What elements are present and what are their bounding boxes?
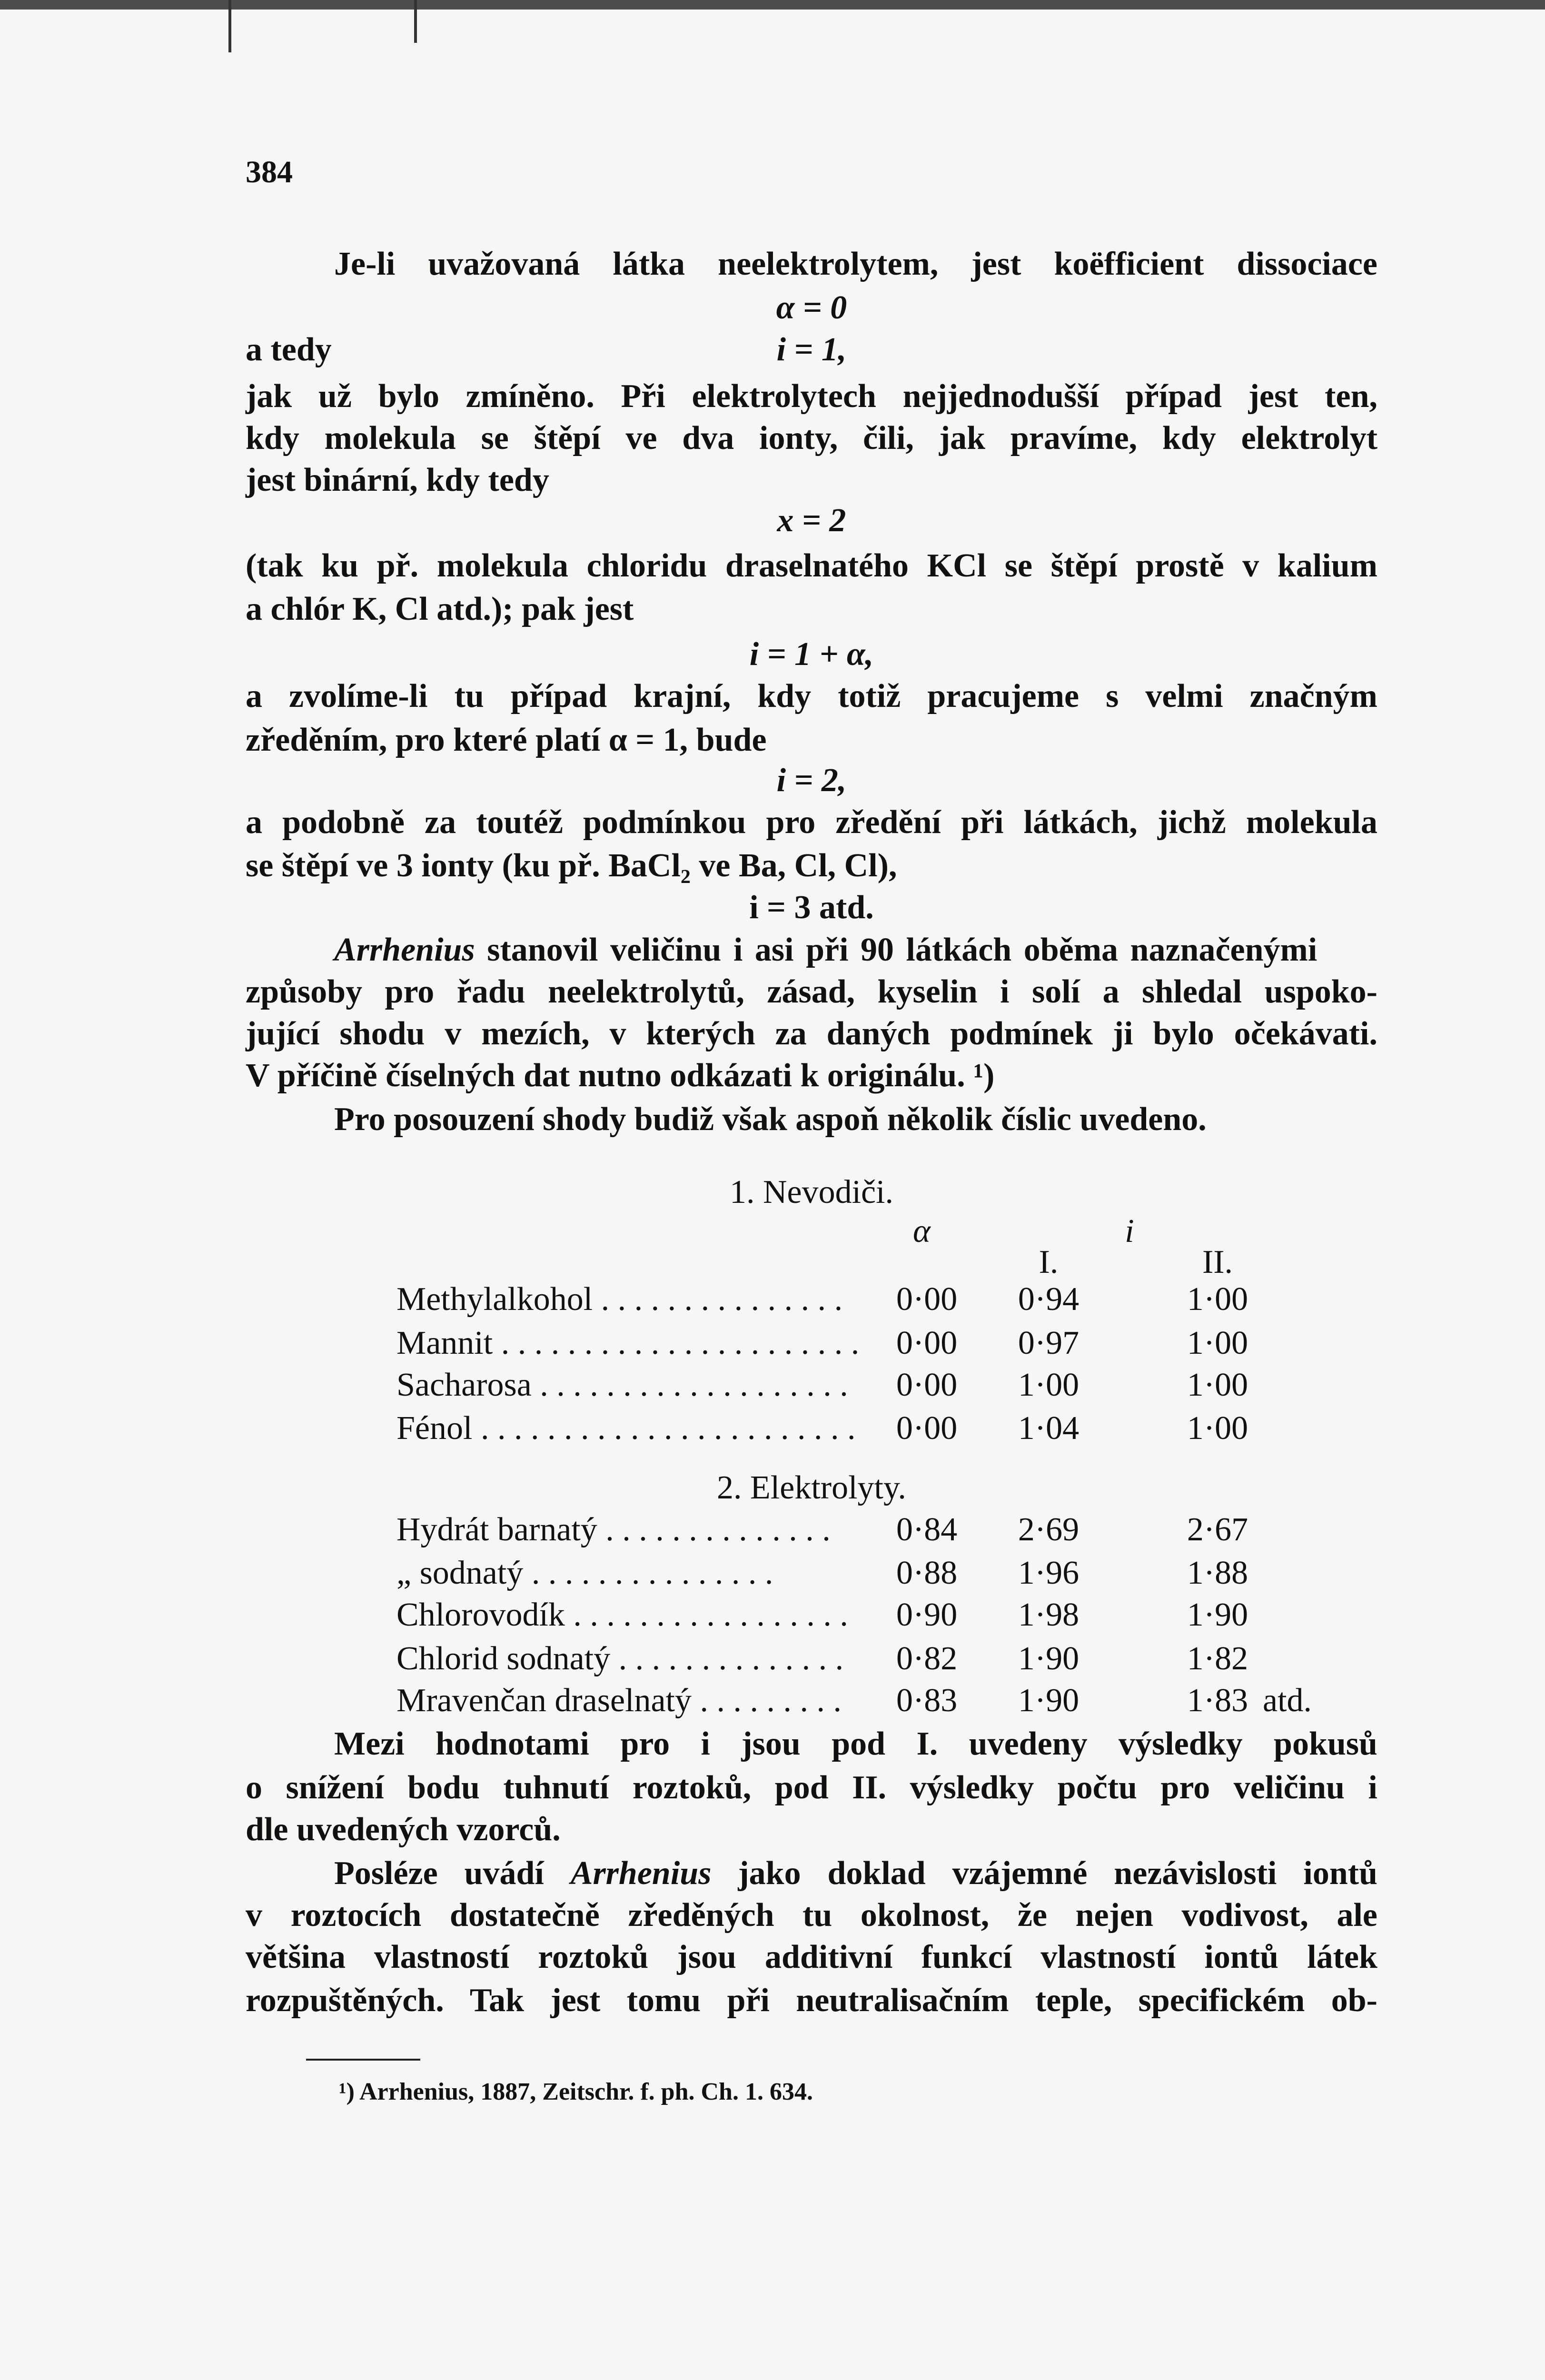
table-row (396, 1407, 1301, 1450)
footnote-divider (306, 2059, 420, 2061)
table-row (396, 1552, 1301, 1595)
i-value-I: 0·97 (1018, 1325, 1080, 1361)
equation: x = 2 (777, 502, 846, 539)
text-line (334, 929, 1377, 972)
equation: i = 2, (776, 762, 847, 799)
substance-name: Chlorid sodnatý . . . . . . . . . . . . . . (396, 1640, 844, 1677)
footnote: ¹) Arrhenius, 1887, Zeitschr. f. ph. Ch. 1. 634. (339, 2078, 813, 2105)
text-line: kdy molekula se štěpí ve dva ionty, čili, jak pravíme, kdy elektrolyt (246, 420, 1377, 456)
substance-name: Mravenčan draselnatý . . . . . . . . . (396, 1682, 842, 1719)
author-name: Arrhenius (334, 932, 475, 968)
text-line: a podobně za toutéž podmínkou pro zředění při látkách, jichž molekula (246, 804, 1377, 841)
text-line: jest binární, kdy tedy (246, 462, 549, 498)
text-fragment: jako doklad vzájemné nezávislosti iontů (711, 1855, 1377, 1892)
alpha-value: 0·83 (896, 1682, 958, 1719)
text-line: Pro posouzení shody budiž však aspoň několik číslic uvedeno. (334, 1101, 1207, 1138)
text-line: o snížení bodu tuhnutí roztoků, pod II. výsledky počtu pro veličinu i (246, 1769, 1377, 1806)
alpha-value: 0·84 (896, 1511, 958, 1548)
table-row (396, 1637, 1301, 1680)
substance-name: Mannit . . . . . . . . . . . . . . . . . . . . . . (396, 1325, 860, 1361)
trailing-text: atd. (1263, 1682, 1312, 1719)
i-value-I: 1·90 (1018, 1640, 1080, 1677)
column-II: II. (1202, 1244, 1233, 1280)
text-line: Je-li uvažovaná látka neelektrolytem, jest koëfficient dissociace (334, 246, 1377, 282)
text-line: jující shodu v mezích, v kterých za daných podmínek ji bylo očekávati. (246, 1015, 1377, 1052)
text-line: V příčině číselných dat nutno odkázati k originálu. ¹) (246, 1057, 995, 1094)
i-value-I: 1·00 (1018, 1367, 1080, 1403)
text-line: dle uvedených vzorců. (246, 1811, 561, 1848)
text-line: a chlór K, Cl atd.); pak jest (246, 591, 634, 627)
table-row (396, 1278, 1301, 1321)
scan-edge (0, 0, 1545, 10)
i-value-II: 1·82 (1187, 1640, 1248, 1677)
text-line: se štěpí ve 3 ionty (ku př. BaCl₂ ve Ba, Cl, Cl), (246, 847, 897, 884)
equation: α = 0 (776, 289, 847, 326)
author-name: Arrhenius (570, 1855, 712, 1892)
i-value-I: 1·98 (1018, 1597, 1080, 1633)
i-value-II: 1·00 (1187, 1410, 1248, 1447)
substance-name: Hydrát barnatý . . . . . . . . . . . . . . (396, 1511, 831, 1548)
alpha-value: 0·00 (896, 1325, 958, 1361)
text-line: a tedy (246, 331, 332, 368)
substance-name: Fénol . . . . . . . . . . . . . . . . . . . . . . . (396, 1410, 856, 1447)
text-line: rozpuštěných. Tak jest tomu při neutralisačním teple, specifickém ob- (246, 1982, 1377, 2019)
substance-name: „ sodnatý . . . . . . . . . . . . . . . (396, 1555, 773, 1591)
i-value-II: 1·00 (1187, 1367, 1248, 1403)
table-row (396, 1322, 1301, 1365)
substance-name: Chlorovodík . . . . . . . . . . . . . . . . . (396, 1597, 848, 1633)
i-value-I: 1·96 (1018, 1555, 1080, 1591)
text-fragment: Posléze uvádí (334, 1855, 571, 1892)
alpha-value: 0·90 (896, 1597, 958, 1633)
text-line (334, 1852, 1377, 1895)
i-value-II: 1·00 (1187, 1281, 1248, 1318)
i-value-II: 1·00 (1187, 1325, 1248, 1361)
i-value-I: 1·90 (1018, 1682, 1080, 1719)
table-row (396, 1508, 1301, 1551)
i-value-II: 1·90 (1187, 1597, 1248, 1633)
table-header-row (396, 1241, 1301, 1284)
column-i: i (1125, 1213, 1134, 1250)
equation: i = 1 + α, (749, 636, 874, 673)
alpha-value: 0·82 (896, 1640, 958, 1677)
text-line: jak už bylo zmíněno. Při elektrolytech nejjednodušší případ jest ten, (246, 378, 1377, 415)
equation: i = 1, (776, 331, 847, 368)
column-alpha: α (913, 1213, 931, 1250)
text-line: (tak ku př. molekula chloridu draselnatého KCl se štěpí prostě v kalium (246, 547, 1377, 584)
table-row (396, 1364, 1301, 1407)
alpha-value: 0·00 (896, 1410, 958, 1447)
text-line: způsoby pro řadu neelektrolytů, zásad, kyselin i solí a shledal uspoko- (246, 973, 1377, 1010)
text-line: v roztocích dostatečně zředěných tu okolnost, že nejen vodivost, ale (246, 1897, 1377, 1934)
scan-mark (228, 0, 231, 52)
alpha-value: 0·88 (896, 1555, 958, 1591)
column-I: I. (1039, 1244, 1059, 1280)
text-fragment: stanovil veličinu i asi při 90 látkách oběma naznačenými (475, 932, 1317, 968)
i-value-II: 1·88 (1187, 1555, 1248, 1591)
substance-name: Sacharosa . . . . . . . . . . . . . . . . . . . (396, 1367, 848, 1403)
text-line: zředěním, pro které platí α = 1, bude (246, 722, 767, 758)
i-value-I: 2·69 (1018, 1511, 1080, 1548)
substance-name: Methylalkohol . . . . . . . . . . . . . . . (396, 1281, 843, 1318)
alpha-value: 0·00 (896, 1281, 958, 1318)
scan-mark (414, 0, 417, 43)
text-line: a zvolíme-li tu případ krajní, kdy totiž pracujeme s velmi značným (246, 678, 1377, 714)
table-section-heading: 2. Elektrolyty. (717, 1469, 906, 1506)
alpha-value: 0·00 (896, 1367, 958, 1403)
i-value-I: 0·94 (1018, 1281, 1080, 1318)
table-row (396, 1679, 1312, 1722)
page-number: 384 (246, 155, 293, 189)
text-line: většina vlastností roztoků jsou additivní funkcí vlastností iontů látek (246, 1939, 1377, 1975)
table-section-heading: 1. Nevodiči. (729, 1174, 894, 1210)
equation: i = 3 atd. (749, 889, 874, 926)
text-line: Mezi hodnotami pro i jsou pod I. uvedeny výsledky pokusů (334, 1726, 1377, 1762)
table-row (396, 1594, 1301, 1636)
i-value-I: 1·04 (1018, 1410, 1080, 1447)
i-value-II: 2·67 (1187, 1511, 1248, 1548)
i-value-II: 1·83 (1187, 1682, 1248, 1719)
